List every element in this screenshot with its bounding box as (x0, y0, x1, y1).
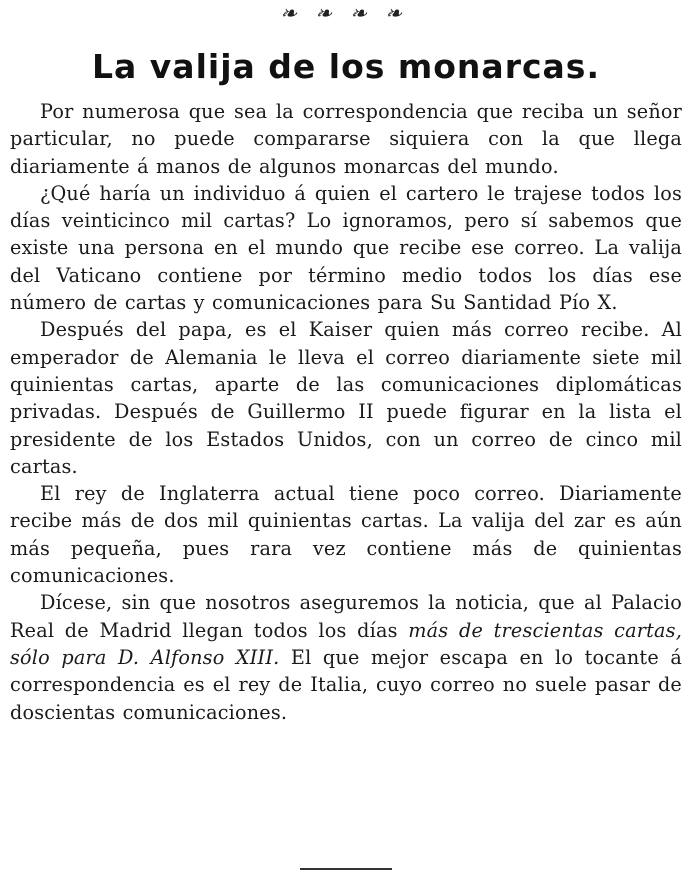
paragraph-2: ¿Qué haría un individuo á quien el cartero le trajese todos los días veinticinco mil cartas? Lo ignoramos, pero sí sabemos que existe una persona en el mundo que recibe ese correo. La valija del Vaticano contiene por término medio todos los días ese número de cartas y comunicaciones para Su Santidad Pío X. (10, 181, 682, 315)
leaf-ornament-icon: ❧ (382, 1, 415, 25)
leaf-ornament-icon: ❧ (347, 1, 380, 25)
paragraph-5-italic: más de trescientas cartas, sólo para D. Alfonso XIII. (10, 618, 682, 669)
article-body (10, 98, 682, 726)
article-title: La valija de los monarcas. (92, 47, 600, 86)
paragraph-3: Después del papa, es el Kaiser quien más correo recibe. Al emperador de Alemania le lleva el correo diariamente siete mil quinientas cartas, aparte de las comunicaciones diplomáticas privadas. Después de Guillermo II puede figurar en la lista el presidente de los Estados Unidos, con un correo de cinco mil cartas. (10, 318, 682, 478)
ornament-row (0, 2, 692, 24)
paragraph-5-end: El que mejor escapa en lo tocante á correspondencia es el rey de Italia, cuyo correo no suele pasar de doscientas comunicaciones. (10, 645, 682, 724)
closing-rule (300, 868, 392, 870)
paragraph-1: Por numerosa que sea la correspondencia que reciba un señor particular, no puede compararse siquiera con la que llega diariamente á manos de algunos monarcas del mundo. (10, 100, 682, 178)
paragraph-5-start: Dícese, sin que nosotros aseguremos la noticia, que al Palacio Real de Madrid llegan todos los días (10, 591, 682, 642)
paragraph-5 (10, 589, 682, 725)
leaf-ornament-icon: ❧ (277, 1, 310, 25)
leaf-ornament-icon: ❧ (312, 1, 345, 25)
paragraph-4: El rey de Inglaterra actual tiene poco correo. Diariamente recibe más de dos mil quinientas cartas. La valija del zar es aún más pequeña, pues rara vez contiene más de quinientas comunicaciones. (10, 482, 682, 588)
